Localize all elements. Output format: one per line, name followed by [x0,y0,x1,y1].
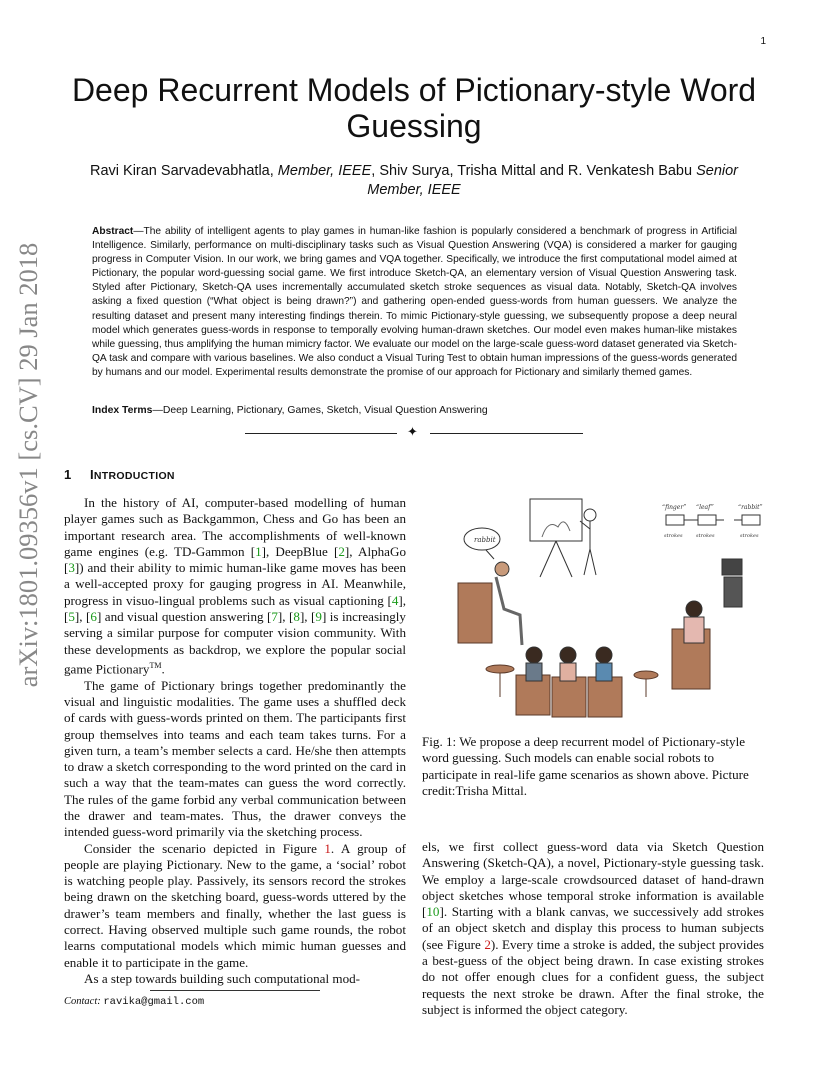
rnn-cell [698,515,716,525]
citation-link[interactable]: 2 [338,543,345,559]
text-span: ], [ [277,609,294,625]
chair-back [552,677,586,717]
board-sub: strokes [740,533,759,539]
abstract [92,225,737,380]
citation-link[interactable]: 3 [68,560,75,576]
contact-email[interactable]: ravika@gmail.com [103,996,205,1008]
separator-line-left [245,433,397,434]
robot-head [722,559,742,575]
text-span: ] is increasingly serving a similar purpose for computer vision community. With these developments as backdrop, we explore the popular social game Pictionary [64,609,406,677]
citation-link[interactable]: 4 [391,592,399,608]
person-back-head [596,647,612,663]
section-heading [64,467,175,482]
person-back-body [526,663,542,681]
paragraph: The game of Pictionary brings together predominantly the visual and linguistic modalities. The game uses a shuffled deck of cards with guess-words printed on them. The participants first group themselves into teams and each team takes turns. For a given turn, a team’s member selects a card. He/she then attempts to draw a sketch corresponding to the word printed on the card in such a way that the team-mates can guess the word correctly. The rules of the game forbid any verbal communication between the drawer and team-mates. Thus, the drawer conveys the intended guess-word primarily via the sketching process. [64,677,406,840]
figure-ref-link[interactable]: 1 [324,840,331,856]
section-number: 1 [64,467,72,482]
index-terms [92,405,737,416]
paragraph [64,841,406,971]
text-span: ). Every time a stroke is added, the subject provides a best-guess of the object being drawn. In case existing strokes do not offer enough clues for a confident guess, the subject requests the next stroke be drawn. After the final stroke, the subject is informed the object category. [422,936,764,1017]
board-leg [540,541,556,577]
index-terms-text: —Deep Learning, Pictionary, Games, Sketch, Visual Question Answering [152,405,488,416]
sketch-board [530,499,582,541]
paper-title: Deep Recurrent Models of Pictionary-style Word Guessing [71,72,757,144]
footnote-rule [150,990,320,991]
text-span: Consider the scenario depicted in Figure [84,840,325,856]
section-title-first: I [90,467,94,482]
table-left [486,665,514,673]
text-span: In the history of AI, computer-based modelling of human player games such as Backgammon, Chess and Go has been an important research area. The accomplishments of well-known game engines (e.g. TD-Gammon [ [64,495,406,559]
section-title-rest: NTRODUCTION [93,470,175,482]
board-leg [556,541,572,577]
footnote-label: Contact: [64,996,104,1007]
text-span: els, we first collect guess-word data via Sketch Question Answering (Sketch-QA), a novel, Pictionary-style guessing task. We employ a large-scale crowdsourced dataset of hand-drawn object sketches whose temporal stroke information is available [ [422,839,764,920]
paragraph: As a step towards building such computational mod- [84,970,361,986]
author-list [60,162,768,200]
separator-diamond-icon: ✦ [407,424,418,439]
board-word: “rabbit” [738,504,763,511]
drawer-head [584,509,596,521]
person-back-head [560,647,576,663]
arxiv-stamp: arXiv:1801.09356v1 [cs.CV] 29 Jan 2018 [13,242,43,688]
footnote [64,996,204,1008]
text-span: ]) and their ability to mimic human-like game moves has been a well-accepted proxy for gauging progress in AI. Meanwhile, progress in visuo-lingual problems such as visual captioning [ [64,560,406,608]
paragraph [422,839,764,1018]
chair-back [588,677,622,717]
guesser-head [495,562,509,576]
board-word: “leaf” [696,504,714,511]
citation-link[interactable]: 6 [90,609,97,625]
text-span: ], [ [74,609,91,625]
citation-link[interactable]: 1 [255,543,262,559]
abstract-label: Abstract [92,226,134,237]
citation-link[interactable]: 9 [315,609,322,625]
text-span: ]. Starting with a blank canvas, we successively add strokes of an object sketch and display this process to human subjects (see Figure [422,904,764,952]
text-span: ], DeepBlue [ [261,543,339,559]
trademark-sup: TM [149,660,162,670]
figure-caption: Fig. 1: We propose a deep recurrent model of Pictionary-style word guessing. Such models can enable social robots to participate in real-life game scenarios as shown above. Picture credit:Trisha Mittal. [422,734,749,798]
board-word: “finger” [662,504,687,511]
speech-bubble-tail [486,550,494,559]
right-column [422,839,764,1018]
text-span: ], AlphaGo [ [64,543,406,576]
table-right [634,671,658,679]
abstract-text: —The ability of intelligent agents to play games in human-like fashion is popularly considered a benchmark of progress in Artificial Intelligence. Similarly, performance on multi-disciplinary tasks such as Visual Question Answering (VQA) is considered a marker for gauging progress in Computer Vision. In our work, we bring games and VQA together. Specifically, we introduce the first computational model aimed at Pictionary, the popular word-guessing social game. We first introduce Sketch-QA, an elementary version of Visual Question Answering task. Styled after Pictionary, Sketch-QA uses incrementally accumulated sketch stroke sequences as visual data. Notably, Sketch-QA involves asking a fixed question (“What object is being drawn?”) and gathering open-ended guess-words from human guessers. We analyze the resulting dataset and present many interesting findings therein. To mimic Pictionary-style guessing, we subsequently propose a deep neural model which generates guess-words in response to temporally evolving human-drawn sketches. Our model even makes human-like mistakes while guessing, thus amplifying the human mimicry factor. We evaluate our model on the large-scale guess-word dataset generated via Sketch-QA task and compare with various baselines. We also conduct a Visual Turing Test to obtain human impressions of the guess-words generated by humans and our model. Experimental results demonstrate the promise of our approach for Pictionary and similarly themed games. [92,226,737,378]
citation-link[interactable]: 5 [68,609,75,625]
right-guesser-body [684,617,704,643]
rnn-cell [742,515,760,525]
index-terms-label: Index Terms [92,405,153,416]
right-guesser-head [686,601,702,617]
speech-bubble-text: rabbit [474,536,496,544]
chair-left [458,583,492,643]
citation-link[interactable]: 8 [293,609,300,625]
person-back-body [596,663,612,681]
guesser-body [496,577,522,645]
rnn-cell [666,515,684,525]
text-span: ] and visual question answering [ [96,609,272,625]
text-span: ], [ [64,592,406,625]
authors-member1: Member, IEEE [277,163,372,179]
citation-link[interactable]: 10 [426,904,440,920]
citation-link[interactable]: 7 [271,609,278,625]
separator-line-right [430,433,583,434]
left-column [64,495,406,987]
paragraph [64,495,406,678]
robot-body [724,577,742,607]
text-span: ], [ [299,609,316,625]
text-span: . [161,661,165,677]
figure-ref-link[interactable]: 2 [484,936,491,952]
figure-1-illustration [440,497,770,722]
board-sub: strokes [696,533,715,539]
authors-part2: , Shiv Surya, Trisha Mittal and R. Venkatesh Babu [371,163,697,179]
person-back-body [560,663,576,681]
person-back-head [526,647,542,663]
text-span: . A group of people are playing Pictionary. New to the game, a ‘social’ robot is watching people play. Passively, its sensors record the strokes being drawn on the sketching board, guess-words uttered by the drawer’s team members and finally, whether the last guess is correct. Having observed multiple such game rounds, the robot learns computational models which mimic human guesses and enable it to participate in the game. [64,840,406,970]
board-sub: strokes [664,533,683,539]
authors-part1: Ravi Kiran Sarvadevabhatla, [89,163,278,179]
page-number: 1 [760,36,766,47]
authors-member2: Senior Member, IEEE [367,163,739,198]
